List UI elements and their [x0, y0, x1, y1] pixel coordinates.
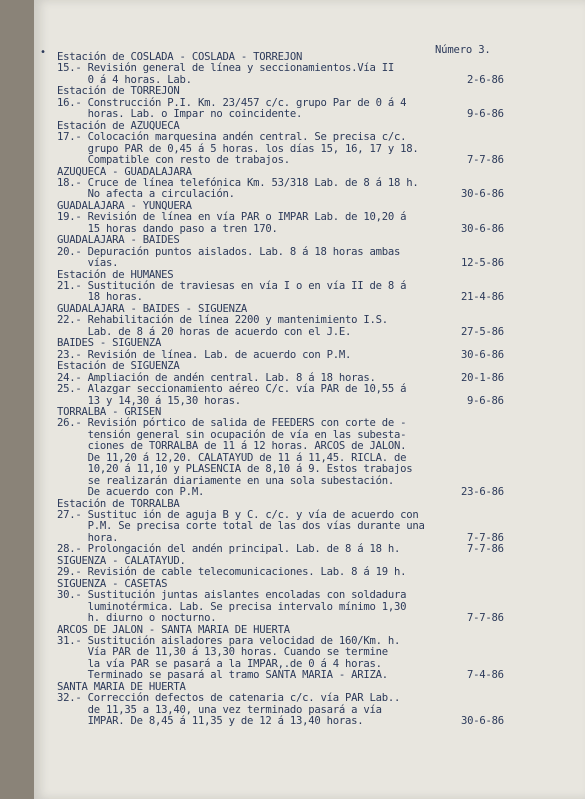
entry-date: 30-6-86: [461, 188, 504, 201]
entry-date: 2-6-86: [467, 73, 504, 86]
entry-date: 30-6-86: [461, 222, 504, 235]
entry-line: Vía PAR de 11,30 á 13,30 horas. Cuando se termine: [57, 646, 388, 659]
entry-line: h. diurno o nocturno.: [57, 612, 217, 625]
entry-line: de 11,35 a 13,40, una vez terminado pasará a vía: [57, 703, 382, 716]
section-heading: Estación de AZUQUECA: [57, 119, 180, 132]
entry-line: 18 horas.: [57, 291, 143, 304]
entry-line: IMPAR. De 8,45 á 11,35 y de 12 á 13,40 horas.: [57, 715, 364, 728]
entry-date: 21-4-86: [461, 291, 504, 304]
entry-line: 16.- Construcción P.I. Km. 23/457 c/c. grupo Par de 0 á 4: [57, 96, 407, 109]
entry-line: 23.- Revisión de línea. Lab. de acuerdo con P.M.: [57, 348, 352, 361]
entry-line: 13 y 14,30 á 15,30 horas.: [57, 394, 241, 407]
section-heading: GUADALAJARA - BAIDES: [57, 234, 180, 247]
section-heading: SIGUENZA - CALATAYUD.: [57, 554, 186, 567]
margin-mark: •: [40, 47, 47, 58]
entry-line: P.M. Se precisa corte total de las dos vías durante una: [57, 520, 425, 533]
section-heading: Estación de TORRALBA: [57, 497, 180, 510]
entry-date: 30-6-86: [461, 348, 504, 361]
entry-date: 27-5-86: [461, 325, 504, 338]
entry-line: 26.- Revisión pórtico de salida de FEEDERS con corte de -: [57, 417, 407, 430]
entry-line: 18.- Cruce de línea telefónica Km. 53/318 Lab. de 8 á 18 h.: [57, 176, 419, 189]
section-heading: ARCOS DE JALON - SANTA MARIA DE HUERTA: [57, 623, 290, 636]
entry-line: tensión general sin ocupación de vía en las subesta-: [57, 428, 407, 441]
entry-line: vías.: [57, 257, 119, 270]
entry-line: grupo PAR de 0,45 á 5 horas. los días 15, 16, 17 y 18.: [57, 142, 419, 155]
entry-line: 27.- Sustituc ión de aguja B y C. c/c. y vía de acuerdo con: [57, 509, 419, 521]
section-heading: Estación de COSLADA - COSLADA - TORREJON: [57, 51, 303, 63]
section-heading: SANTA MARIA DE HUERTA: [57, 680, 186, 693]
entry-line: 15.- Revisión general de línea y seccionamientos.Vía II: [57, 62, 395, 75]
section-heading: Estación de HUMANES: [57, 268, 174, 281]
entry-date: 9-6-86: [467, 108, 504, 121]
entry-line: No afecta a circulación.: [57, 188, 235, 201]
entry-date: 20-1-86: [461, 371, 504, 384]
entry-line: 25.- Alazgar seccionamiento aéreo C/c. vía PAR de 10,55 á: [57, 383, 407, 396]
entry-line: horas. Lab. o Impar no coincidente.: [57, 108, 303, 121]
entry-line: 0 á 4 horas. Lab.: [57, 73, 192, 86]
entry-date: 30-6-86: [461, 715, 504, 728]
section-heading: BAIDES - SIGUENZA: [57, 337, 162, 350]
entry-line: 31.- Sustitución aisladores para velocidad de 160/Km. h.: [57, 634, 401, 647]
entry-line: ciones de TORRALBA de 11 á 12 horas. ARCOS de JALON.: [57, 440, 407, 453]
entry-line: 21.- Sustitución de traviesas en vía I o en vía II de 8 á: [57, 280, 407, 292]
entry-line: la vía PAR se pasará a la IMPAR,.de 0 á 4 horas.: [57, 657, 382, 670]
entry-line: De 11,20 á 12,20. CALATAYUD de 11 á 11,45. RICLA. de: [57, 451, 407, 464]
entry-line: 15 horas dando paso a tren 170.: [57, 222, 278, 235]
entry-line: 28.- Prolongación del andén principal. Lab. de 8 á 18 h.: [57, 543, 401, 556]
entry-line: Lab. de 8 á 20 horas de acuerdo con el J.E.: [57, 325, 352, 338]
section-heading: SIGUENZA - CASETAS: [57, 577, 168, 590]
section-heading: AZUQUECA - GUADALAJARA: [57, 165, 192, 178]
section-heading: GUADALAJARA - BAIDES - SIGUENZA: [57, 302, 247, 315]
entry-date: 7-7-86: [467, 154, 504, 167]
entry-line: Compatible con resto de trabajos.: [57, 154, 290, 167]
section-heading: TORRALBA - GRISEN: [57, 405, 162, 418]
page-number: Número 3.: [435, 44, 491, 56]
entry-line: 19.- Revisión de línea en vía PAR o IMPAR Lab. de 10,20 á: [57, 211, 407, 224]
section-heading: Estación de TORREJON: [57, 85, 180, 98]
entry-line: 30.- Sustitución juntas aislantes encoladas con soldadura: [57, 589, 407, 602]
entry-date: 7-7-86: [467, 543, 504, 556]
entry-line: 29.- Revisión de cable telecomunicaciones. Lab. 8 á 19 h.: [57, 566, 407, 579]
entry-line: 20.- Depuración puntos aislados. Lab. 8 á 18 horas ambas: [57, 245, 401, 258]
section-heading: Estación de SIGUENZA: [57, 360, 180, 373]
entry-line: De acuerdo con P.M.: [57, 486, 205, 499]
entry-date: 9-6-86: [467, 394, 504, 407]
entry-line: hora.: [57, 531, 119, 544]
entry-date: 12-5-86: [461, 257, 504, 270]
entry-line: 22.- Rehabilitación de línea 2200 y mantenimiento I.S.: [57, 314, 388, 327]
entry-line: Terminado se pasará al tramo SANTA MARIA - ARIZA.: [57, 669, 388, 682]
entry-line: 10,20 á 11,10 y PLASENCIA de 8,10 á 9. Estos trabajos: [57, 463, 413, 476]
entry-date: 7-7-86: [467, 612, 504, 625]
entry-date: 7-7-86: [467, 531, 504, 544]
entry-date: 7-4-86: [467, 669, 504, 682]
entry-line: 24.- Ampliación de andén central. Lab. 8 á 18 horas.: [57, 371, 376, 384]
section-heading: GUADALAJARA - YUNQUERA: [57, 199, 192, 212]
entry-line: se realizarán diariamente en una sola subestación.: [57, 474, 395, 487]
entry-line: luminotérmica. Lab. Se precisa intervalo mínimo 1,30: [57, 600, 407, 613]
entry-line: 17.- Colocación marquesina andén central. Se precisa c/c.: [57, 131, 407, 144]
entry-line: 32.- Corrección defectos de catenaria c/c. vía PAR Lab..: [57, 692, 401, 705]
entry-date: 23-6-86: [461, 486, 504, 499]
